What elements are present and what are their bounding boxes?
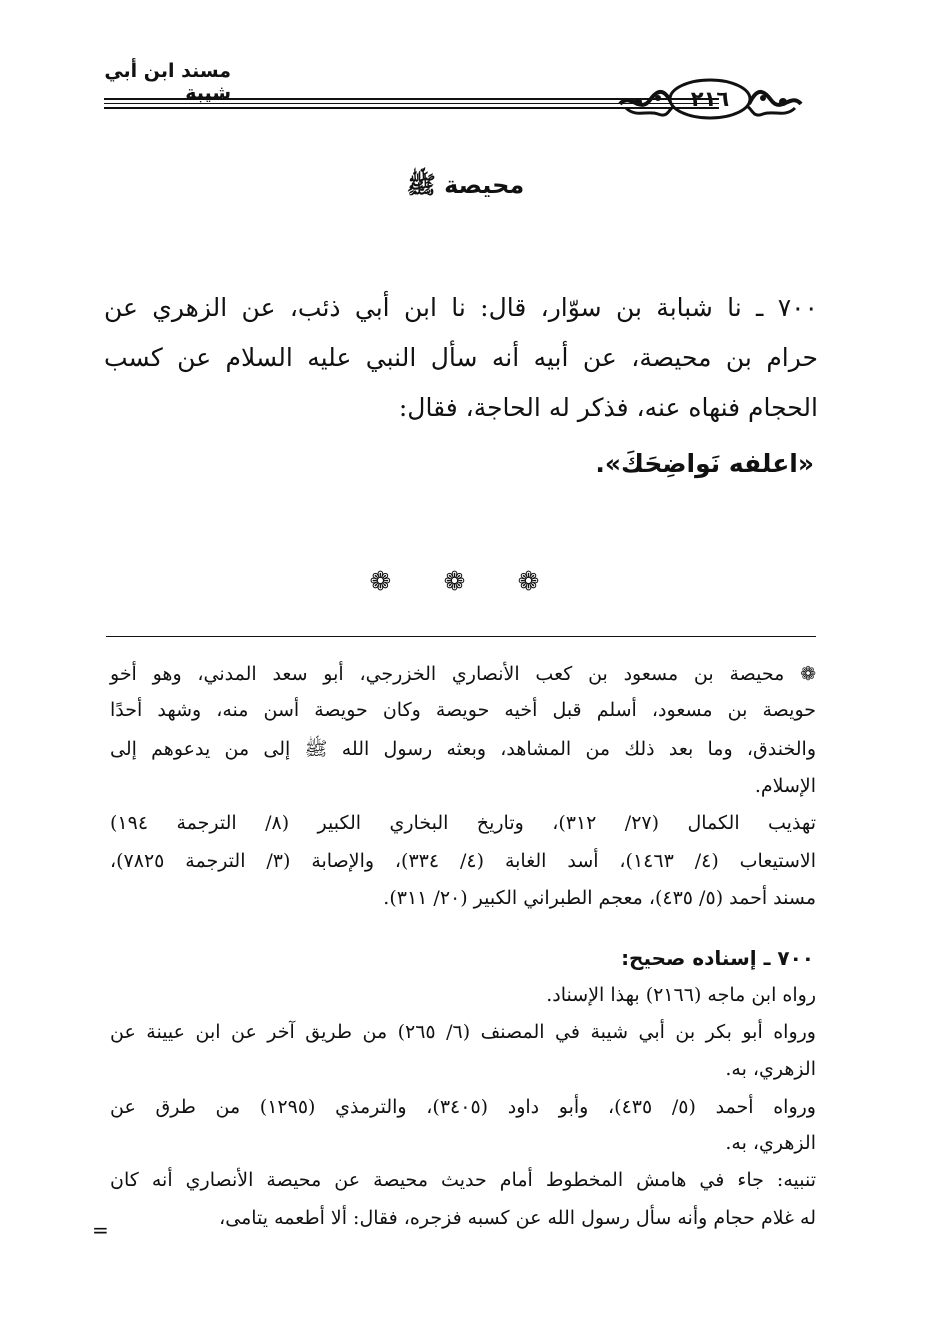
footnote-line: الزهري، به. — [725, 1058, 816, 1080]
page-number: ٢١٦ — [690, 87, 730, 111]
footnote-line: ورواه أبو بكر بن أبي شيبة في المصنف (٦/ ٢٦٥) من طريق آخر عن ابن عيينة عن — [110, 1021, 816, 1043]
footnote-line: والخندق، وما بعد ذلك من المشاهد، وبعثه رسول الله ﷺ إلى من يدعوهم إلى — [110, 738, 816, 760]
isnad-heading: ٧٠٠ ـ إسناده صحيح: — [621, 946, 814, 970]
running-header-title: مسند ابن أبي شيبة — [104, 60, 231, 104]
hadith-line: الحجام فنهاه عنه، فذكر له الحاجة، فقال: — [398, 393, 818, 422]
footnote-line: الإسلام. — [754, 775, 816, 797]
hadith-line: ٧٠٠ ـ نا شبابة بن سوّار، قال: نا ابن أبي ذئب، عن الزهري عن — [104, 293, 818, 322]
continuation-mark: = — [92, 1218, 109, 1242]
section-title: محيصة ﷺ — [406, 171, 525, 199]
hadith-line: حرام بن محيصة، عن أبيه أنه سأل النبي عليه السلام عن كسب — [104, 343, 818, 372]
footnote-line: مسند أحمد (٥/ ٤٣٥)، معجم الطبراني الكبير (٢٠/ ٣١١). — [383, 887, 816, 909]
footnote-line: له غلام حجام وأنه سأل رسول الله عن كسبه فزجره، فقال: ألا أطعمه يتامى، — [219, 1207, 816, 1229]
footnote-line: تنبيه: جاء في هامش المخطوط أمام حديث محيصة عن محيصة الأنصاري أنه كان — [110, 1169, 816, 1191]
footnote-line: رواه ابن ماجه (٢١٦٦) بهذا الإسناد. — [546, 984, 816, 1006]
header-rule — [104, 98, 719, 110]
footnote-line: الاستيعاب (٤/ ١٤٦٣)، أسد الغابة (٤/ ٣٣٤)، والإصابة (٣/ الترجمة ٧٨٢٥)، — [110, 850, 816, 872]
hadith-quote: «اعلفه نَواضِحَكَ». — [595, 449, 814, 478]
footnote-line: ورواه أحمد (٥/ ٤٣٥)، وأبو داود (٣٤٠٥)، والترمذي (١٢٩٥) من طرق عن — [110, 1096, 816, 1118]
footnote-divider — [106, 636, 816, 637]
footnote-line: حويصة بن مسعود، أسلم قبل أخيه حويصة وكان حويصة أسن منه، وشهد أحدًا — [110, 699, 816, 721]
footnote-line: ❁ محيصة بن مسعود بن كعب الأنصاري الخزرجي، أبو سعد المدني، وهو أخو — [110, 663, 816, 685]
footnote-line: الزهري، به. — [725, 1132, 816, 1154]
section-separator: ❁ ❁ ❁ — [369, 567, 562, 597]
footnote-line: تهذيب الكمال (٢٧/ ٣١٢)، وتاريخ البخاري الكبير (٨/ الترجمة ١٩٤) — [110, 812, 816, 834]
